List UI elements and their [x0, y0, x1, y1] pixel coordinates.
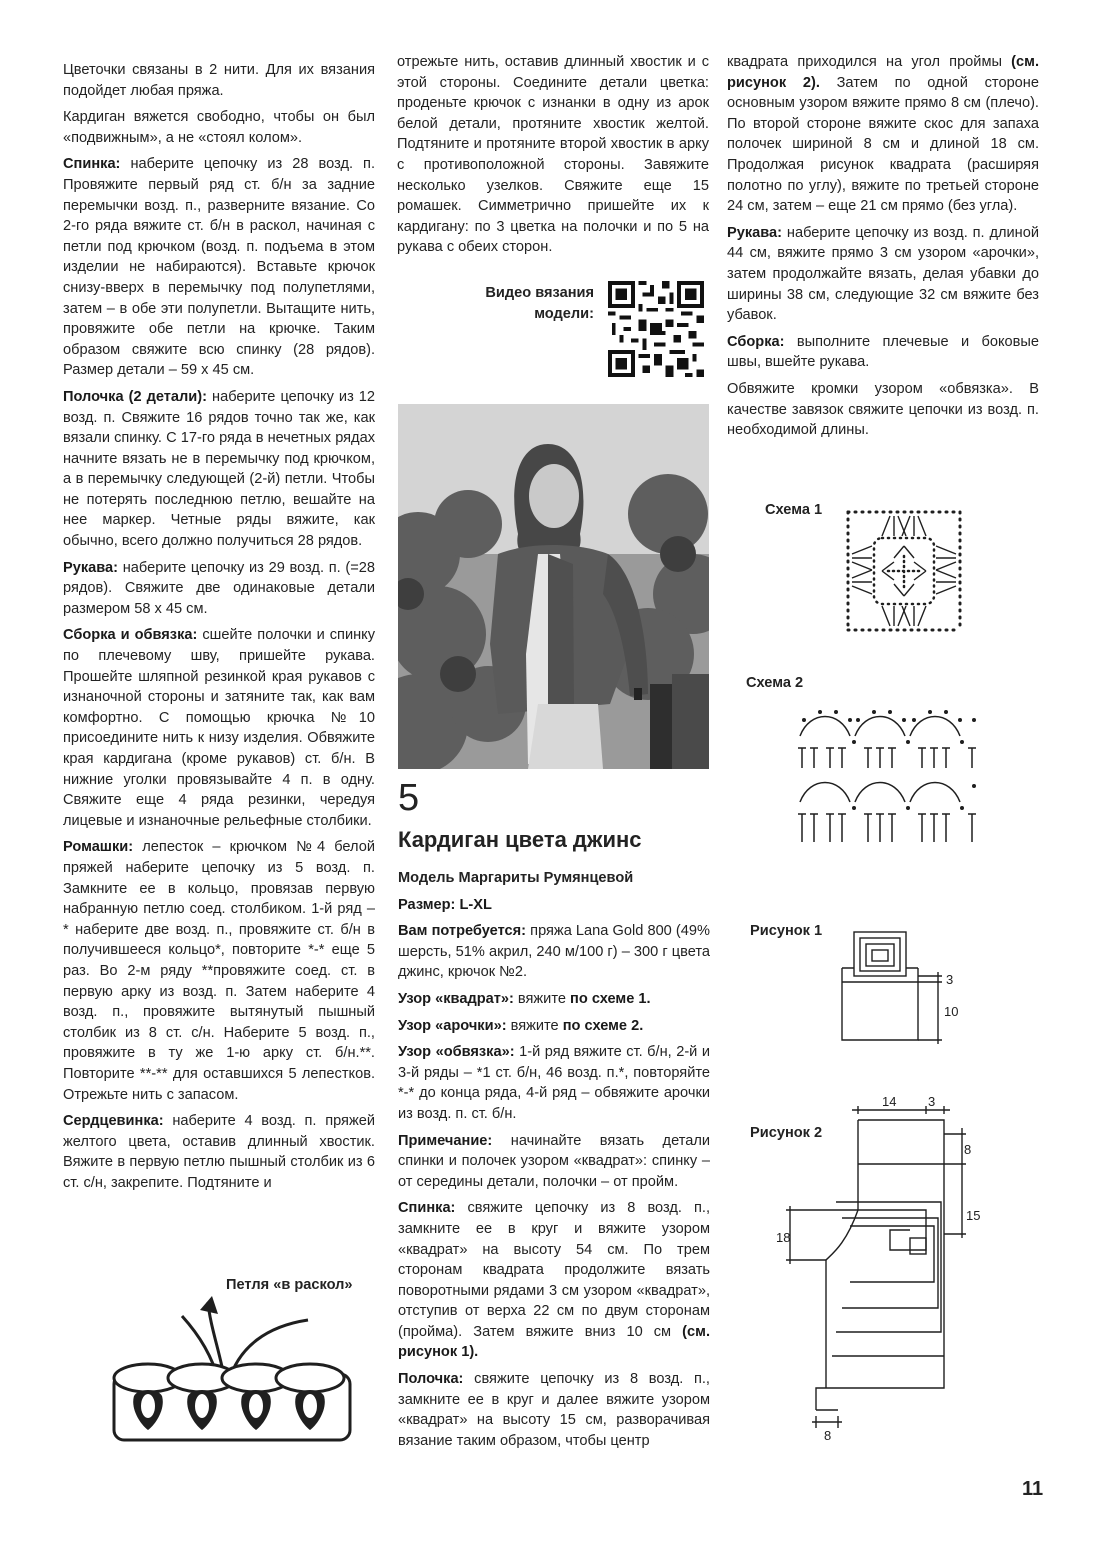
model-title: Кардиган цвета джинс [398, 827, 642, 852]
scheme-1-title: Схема 1 [765, 502, 823, 518]
split-loop-illustration [108, 1296, 356, 1448]
model-photo [398, 404, 709, 769]
scheme-1-diagram [838, 502, 970, 640]
note: Примечание: начинайте вязать детали спинки и полочек узором «квадрат»: спинку – от середины детали, полочки – от пройм. [398, 1132, 710, 1190]
picture-1-title: Рисунок 1 [750, 923, 823, 939]
paragraph: Кардиган вяжется свободно, чтобы он был «подвижным», а не «стоял колом». [63, 109, 375, 146]
picture-2-diagram [766, 1094, 996, 1442]
paragraph-daisies: Ромашки: лепесток – крючком №4 белой пряжей наберите цепочку из 5 возд. п. Замкните ее в кольцо, провязав первую набранную петлю соед. столбиком. 1-й ряд – * наберите две возд. п., провяжите ст. б/н в получившееся кольцо*, повторите *-* еще 5 раз. Во 2-м ряду **провяжите соед. ст. в первую арку из возд. п. Затем наберите 4 возд. п., провяжите вытянутый пышный столбик из 8 ст. с/н. Наберите 5 возд. п., провяжите в ту же 1-ю арку ст. б/н.**. Повторите **-** для оставшихся 5 лепестков. Отрежьте нить с запасом. [63, 839, 376, 1103]
model-author: Модель Маргариты Румянцевой [398, 870, 634, 886]
paragraph: Цветочки связаны в 2 нити. Для их вязания подойдет любая пряжа. [63, 62, 375, 99]
dimension-label: 8 [824, 1428, 832, 1442]
paragraph-front-piece: Полочка (2 детали): наберите цепочку из 12 возд. п. Свяжите 16 рядов точно так же, как вязали спинку. С 17-го ряда в нечетных рядах начните вязать не в перемычку под крючком, а в перемычку следующей (2-й) петли. Чтобы не потерять последнюю петлю, вешайте на нее маркер. Четные ряды вяжите, как обычно, всего должно получиться 28 рядов. [63, 388, 376, 550]
sleeves-instructions: Рукава: наберите цепочку из возд. п. длиной 44 см, вяжите прямо 3 см узором «арочки», затем продолжайте вязать, делая убавки до ширины 38 см, следующие 32 см вяжите без убавок. [727, 224, 1039, 324]
edging-instructions: Обвяжите кромки узором «обвязка». В качестве завязок свяжите цепочки из возд. п. необходимой длины. [727, 380, 1039, 439]
paragraph-assembly: Сборка и обвязка: сшейте полочки и спинку по плечевому шву, пришейте рукава. Прошейте шляпной резинкой края рукавов с изнаночной стороны и затяните так, как вам комфортно. С помощью крючка №10 присоедините нить к низу изделия. Обвяжите края кардигана (кроме рукавов) ст. б/н. В нижние уголки провязывайте 4 п. в одну. Свяжите еще 4 ряда резинки, чередуя лицевые и изнаночные рельефные столбики. [63, 627, 376, 829]
pattern-edging: Узор «обвязка»: 1-й ряд вяжите ст. б/н, 2-й и 3-й ряды – *1 ст. б/н, 46 возд. п.*, повторяйте *-* до конца ряда, 4-й ряд – обвяжите арочки из возд. п. ст. б/н. [398, 1044, 711, 1122]
scheme-2-title: Схема 2 [746, 675, 804, 691]
pattern-arches: Узор «арочки»: вяжите по схеме 2. [398, 1017, 644, 1034]
front-instructions: Полочка: свяжите цепочку из 8 возд. п., замкните ее в круг и далее вяжите узором «квадрат» на высоту 15 см, разворачивая вязание таким образом, чтобы центр [398, 1371, 710, 1449]
paragraph: отрежьте нить, оставив длинный хвостик и с этой стороны. Соедините детали цветка: проденьте крючок с изнанки в одну из арок белой детали, протяните хвостик желтой. Подтяните и протяните второй хвостик в арку с противоположной стороны. Завяжите несколько узелков. Свяжите еще 15 ромашек. Симметрично пришейте их к кардигану: по 3 цветка на полочки и по 5 на рукава с обеих сторон. [397, 54, 709, 256]
dimension-label: 3 [928, 1094, 936, 1109]
qr-code[interactable] [608, 281, 704, 377]
assembly-instructions: Сборка: выполните плечевые и боковые швы, вшейте рукава. [727, 333, 1039, 371]
text-column-2-top [397, 52, 709, 264]
dimension-label: 10 [944, 1004, 959, 1019]
model-number: 5 [398, 777, 420, 819]
dimension-label: 14 [882, 1094, 897, 1109]
paragraph: квадрата приходился на угол проймы (см. рисунок 2). Затем по одной стороне основным узором вяжите прямо 8 см (плечо). По второй стороне вяжите скос для запаха полочек шириной 8 см и длиной 18 см. Продолжая рисунок квадрата (расширяя полотно по углу), вяжите по третьей стороне 24 см, затем – еще 21 см прямо (без угла). [727, 54, 1039, 215]
scheme-2-diagram [790, 702, 990, 852]
materials-line: Вам потребуется: пряжа Lana Gold 800 (49% шерсть, 51% акрил, 240 м/100 г) – 300 г цвета джинс, крючок №2. [398, 923, 710, 981]
loop-figure-title: Петля «в раскол» [226, 1277, 353, 1293]
dimension-label: 18 [776, 1230, 791, 1245]
paragraph-sleeves: Рукава: наберите цепочку из 29 возд. п. (=28 рядов). Свяжите две одинаковые детали размером 58 х 45 см. [63, 559, 375, 617]
back-instructions: Спинка: свяжите цепочку из 8 возд. п., замкните ее в круг и вяжите узором «квадрат» на высоту 54 см. По трем сторонам квадрата продолжите вязать поворотными рядами 3 см узором «квадрат», отступив от верха 22 см по двум сторонам (пройма). Затем вяжите вниз 10 см (см. рисунок 1). [398, 1200, 710, 1361]
text-column-3 [727, 52, 1039, 447]
qr-caption: Видео вязания модели: [485, 285, 594, 322]
dimension-label: 8 [964, 1142, 972, 1157]
dimension-label: 15 [966, 1208, 981, 1223]
picture-2-title: Рисунок 2 [750, 1125, 823, 1141]
size-line: Размер: L-XL [398, 896, 492, 913]
arrow-icon [200, 1296, 218, 1314]
text-column-1 [63, 60, 375, 1199]
paragraph-back: Спинка: наберите цепочку из 28 возд. п. Провяжите первый ряд ст. б/н за задние перемычки возд. п., разверните вязание. Со 2-го ряда вяжите ст. б/н в раскол, начиная с петли под крючком (возд. п. подъема в этом изделии не набираются). Вставьте крючок снизу-вверх в перемычку под полупетлями, затем – в обе эти полупетли. Вытащите нить, провяжите обе петли на крючке. Таким образом свяжите всю спинку (28 рядов). Размер детали – 59 х 45 см. [63, 156, 376, 379]
paragraph-center: Сердцевинка: наберите 4 возд. п. пряжей желтого цвета, оставив длинный хвостик. Вяжите в первую петлю пышный столбик из 6 ст. с/н, закрепите. Подтяните и [63, 1113, 375, 1191]
page-number: 11 [1022, 1478, 1044, 1500]
pattern-square: Узор «квадрат»: вяжите по схеме 1. [398, 990, 651, 1007]
text-column-2-bottom [398, 868, 710, 1457]
dimension-label: 3 [946, 972, 954, 987]
picture-1-diagram [838, 924, 974, 1048]
